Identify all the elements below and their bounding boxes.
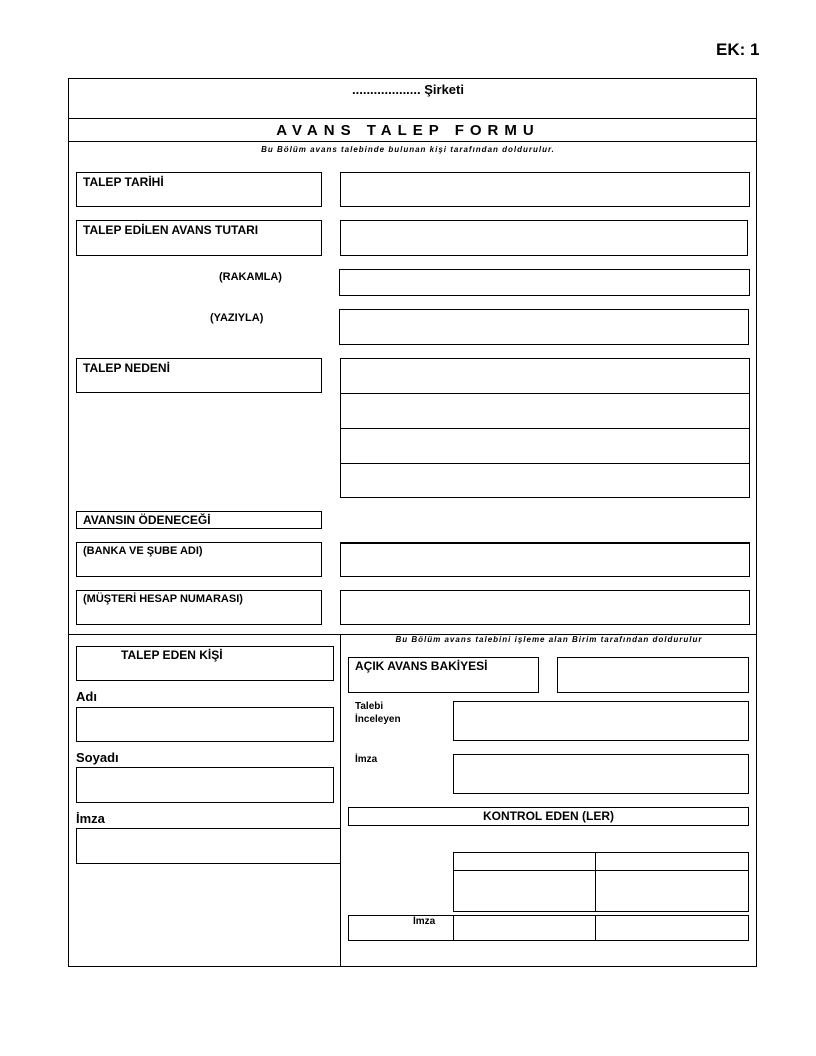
hesap-label-box: [76, 590, 322, 625]
hesap-label: (MÜŞTERİ HESAP NUMARASI): [83, 593, 243, 605]
talep-nedeni-label-box: [76, 358, 322, 393]
rakamla-field[interactable]: [339, 269, 750, 296]
processing-imza-field[interactable]: [453, 754, 749, 794]
adi-label: Adı: [76, 689, 97, 704]
talep-tarihi-label: TALEP TARİHİ: [83, 175, 164, 189]
yaziyla-field[interactable]: [339, 309, 749, 345]
section1-note: Bu Bölüm avans talebinde bulunan kişi tarafından doldurulur.: [261, 145, 555, 154]
form-title: AVANS TALEP FORMU: [276, 122, 540, 139]
banka-field[interactable]: [340, 542, 750, 577]
avans-tutari-field[interactable]: [340, 220, 748, 256]
divider: [340, 463, 750, 464]
kontrol-imza-label-cell: [348, 915, 454, 941]
divider: [68, 118, 757, 119]
banka-label: (BANKA VE ŞUBE ADI): [83, 545, 203, 557]
processing-imza-label: İmza: [355, 754, 378, 765]
kontrol-eden-label: KONTROL EDEN (LER): [482, 809, 615, 823]
attachment-label: EK: 1: [716, 40, 760, 59]
kontrol-eden-box: [348, 807, 749, 826]
acik-avans-field[interactable]: [557, 657, 749, 693]
talep-nedeni-label: TALEP NEDENİ: [83, 361, 170, 375]
divider: [68, 141, 757, 142]
acik-avans-label-box: [348, 657, 539, 693]
odenecegi-label-box: [76, 511, 322, 529]
inceleyen-label: İnceleyen: [355, 714, 401, 725]
section2-note: Bu Bölüm avans talebini işleme alan Birim tarafından doldurulur: [395, 635, 703, 644]
talep-tarihi-label-box: [76, 172, 322, 207]
acik-avans-label: AÇIK AVANS BAKİYESİ: [355, 659, 488, 673]
talebi-inceleyen-field[interactable]: [453, 701, 749, 741]
kontrol-name-cell-2[interactable]: [595, 852, 749, 871]
kontrol-imza-label: İmza: [413, 916, 436, 927]
banka-label-box: [76, 542, 322, 577]
avans-tutari-label-box: [76, 220, 322, 256]
soyadi-field[interactable]: [76, 767, 334, 803]
soyadi-label: Soyadı: [76, 750, 119, 765]
kontrol-name-cell-1[interactable]: [453, 852, 596, 871]
divider: [340, 428, 750, 429]
company-name: ................... Şirketi: [352, 82, 464, 97]
divider: [340, 393, 750, 394]
requester-imza-field[interactable]: [76, 828, 341, 864]
requester-title: TALEP EDEN KİŞİ: [121, 648, 223, 662]
odenecegi-label: AVANSIN ÖDENECEĞİ: [83, 513, 211, 527]
hesap-field[interactable]: [340, 590, 750, 625]
avans-tutari-label: TALEP EDİLEN AVANS TUTARI: [83, 223, 259, 237]
talebi-label: Talebi: [355, 701, 384, 712]
talep-tarihi-field[interactable]: [340, 172, 750, 207]
kontrol-imza-cell-2[interactable]: [595, 915, 749, 941]
kontrol-detail-cell-2[interactable]: [595, 870, 749, 912]
requester-imza-label: İmza: [76, 811, 105, 826]
divider: [340, 634, 341, 967]
yaziyla-label: (YAZIYLA): [210, 312, 264, 324]
requester-title-box: [76, 646, 334, 681]
kontrol-imza-cell-1[interactable]: [453, 915, 596, 941]
kontrol-detail-cell-1[interactable]: [453, 870, 596, 912]
rakamla-label: (RAKAMLA): [219, 271, 282, 283]
adi-field[interactable]: [76, 707, 334, 742]
